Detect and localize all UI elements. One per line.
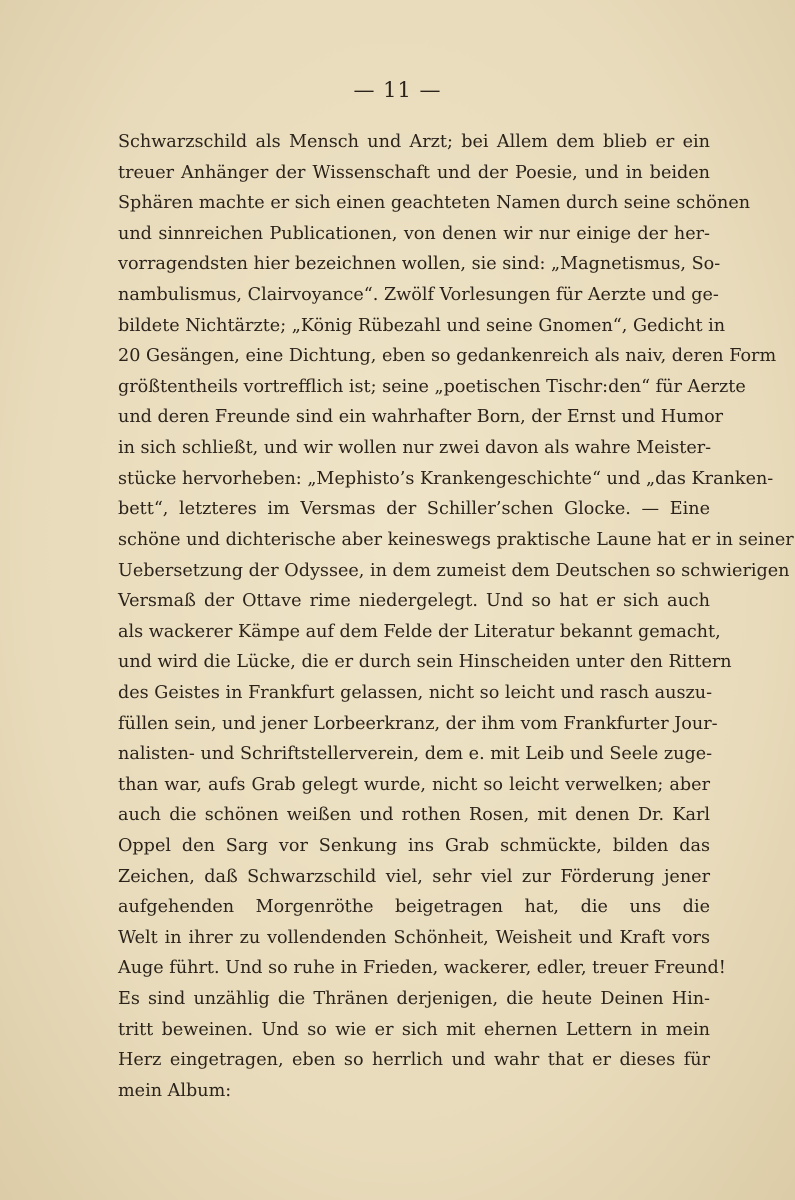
text-line: des Geistes in Frankfurt gelassen, nicht so leicht und rasch auszu- — [118, 682, 713, 703]
text-line: und wird die Lücke, die er durch sein Hinscheiden unter den Rittern — [118, 652, 732, 673]
text-line: vorragendsten hier bezeichnen wollen, sie sind: „Magnetismus, So- — [118, 254, 721, 275]
text-line: und sinnreichen Publicationen, von denen wir nur einige der her- — [118, 223, 710, 244]
text-line: stücke hervorheben: „Mephisto’s Krankengeschichte“ und „das Kranken- — [118, 468, 774, 489]
text-line: nalisten- und Schriftstellerverein, dem e. mit Leib und Seele zuge- — [118, 744, 713, 765]
text-line: than war, aufs Grab gelegt wurde, nicht so leicht verwelken; aber — [118, 774, 710, 795]
text-line: tritt beweinen. Und so wie er sich mit ehernen Lettern in mein — [118, 1019, 710, 1040]
text-line: mein Album: — [118, 1080, 232, 1101]
text-line: bett“, letzteres im Versmas der Schiller’schen Glocke. — Eine — [118, 499, 710, 520]
text-line: Es sind unzählig die Thränen derjenigen, die heute Deinen Hin- — [118, 989, 710, 1010]
text-line: 20 Gesängen, eine Dichtung, eben so gedankenreich als naiv, deren Form — [118, 346, 777, 367]
text-line: Versmaß der Ottave rime niedergelegt. Und so hat er sich auch — [118, 591, 710, 612]
page-number: — 11 — — [353, 78, 442, 102]
text-line: Auge führt. Und so ruhe in Frieden, wackerer, edler, treuer Freund! — [118, 958, 726, 979]
text-line: bildete Nichtärzte; „König Rübezahl und seine Gnomen“, Gedicht in — [118, 315, 726, 336]
text-line: treuer Anhänger der Wissenschaft und der Poesie, und in beiden — [118, 162, 710, 183]
text-line: größtentheils vortrefflich ist; seine „poetischen Tischr:den“ für Aerzte — [118, 376, 746, 397]
text-line: Sphären machte er sich einen geachteten Namen durch seine schönen — [118, 193, 751, 214]
text-line: auch die schönen weißen und rothen Rosen, mit denen Dr. Karl — [118, 805, 710, 826]
text-line: nambulismus, Clairvoyance“. Zwölf Vorlesungen für Aerzte und ge- — [118, 285, 719, 306]
text-line: Uebersetzung der Odyssee, in dem zumeist dem Deutschen so schwierigen — [118, 560, 790, 581]
text-line: Oppel den Sarg vor Senkung ins Grab schmückte, bilden das — [118, 836, 710, 857]
text-line: in sich schließt, und wir wollen nur zwei davon als wahre Meister- — [118, 438, 712, 459]
text-line: füllen sein, und jener Lorbeerkranz, der ihm vom Frankfurter Jour- — [118, 713, 718, 734]
text-line: als wackerer Kämpe auf dem Felde der Literatur bekannt gemacht, — [118, 621, 721, 642]
text-line: aufgehenden Morgenröthe beigetragen hat, die uns die — [118, 897, 710, 918]
text-line: Zeichen, daß Schwarzschild viel, sehr viel zur Förderung jener — [118, 866, 710, 887]
body-text — [118, 127, 794, 1107]
text-line: Schwarzschild als Mensch und Arzt; bei Allem dem blieb er ein — [118, 132, 710, 152]
text-line: schöne und dichterische aber keineswegs praktische Laune hat er in seiner — [118, 529, 794, 550]
text-line: Herz eingetragen, eben so herrlich und wahr that er dieses für — [118, 1050, 710, 1071]
text-line: Welt in ihrer zu vollendenden Schönheit, Weisheit und Kraft vors — [118, 927, 710, 948]
text-line: und deren Freunde sind ein wahrhafter Born, der Ernst und Humor — [118, 407, 724, 428]
